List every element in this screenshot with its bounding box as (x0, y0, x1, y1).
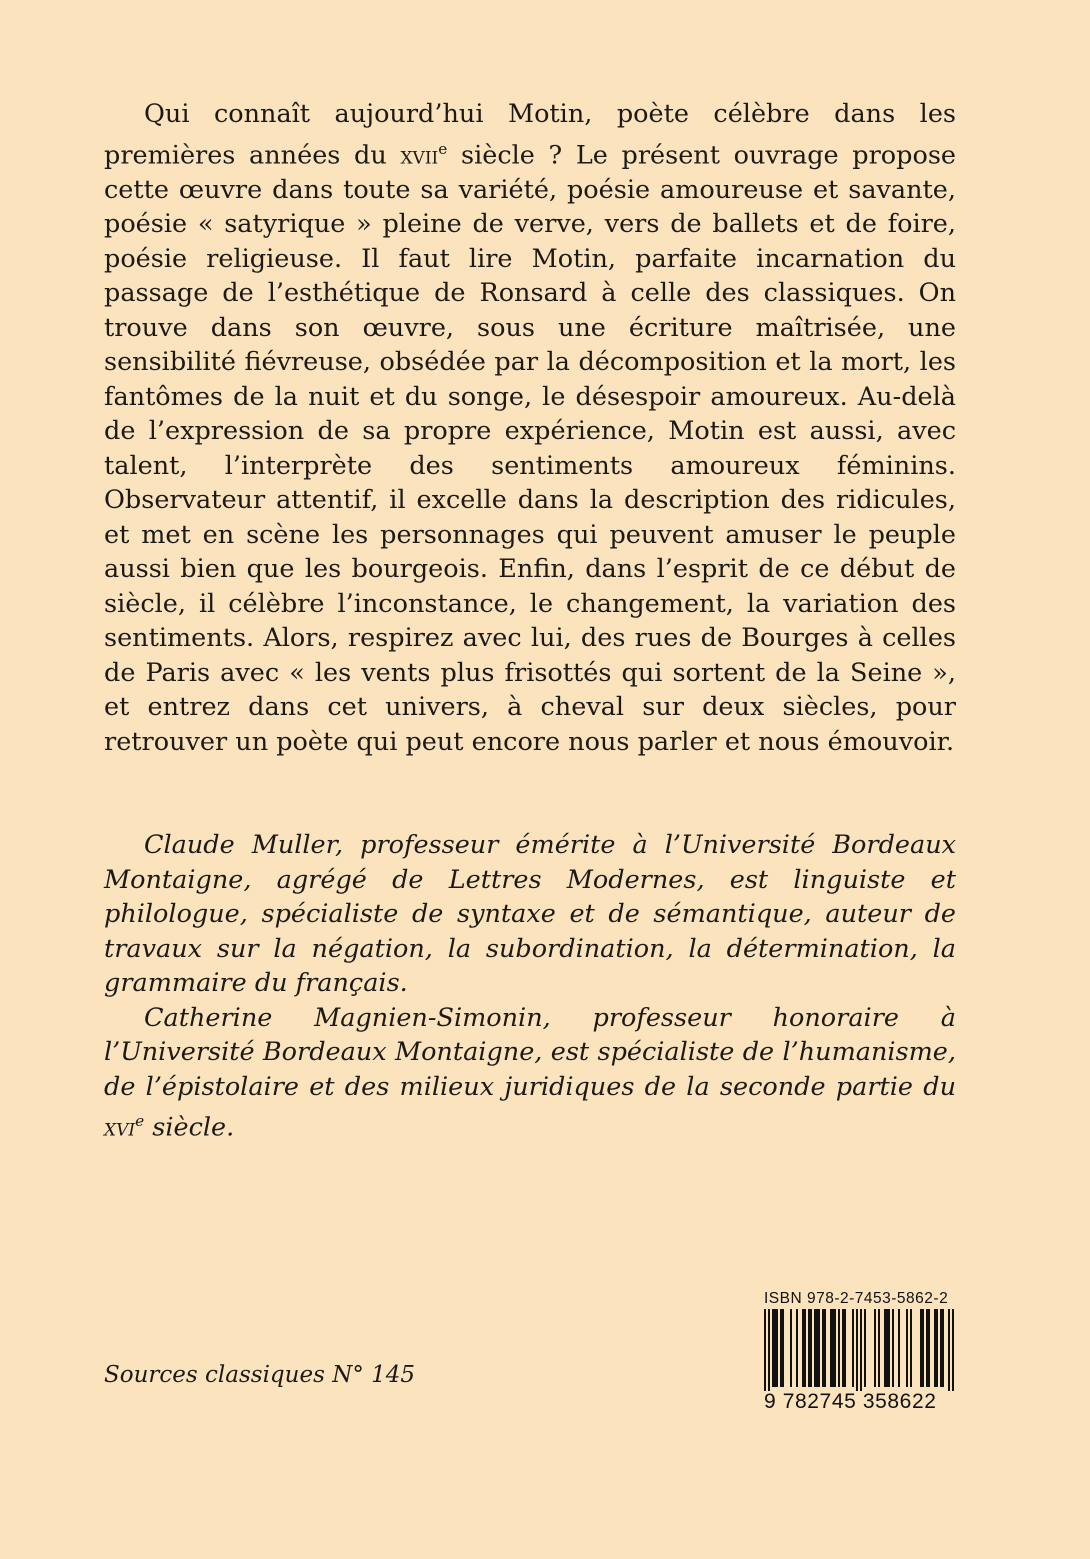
isbn-label: ISBN 978-2-7453-5862-2 (764, 1290, 949, 1307)
barcode-bar (860, 1309, 862, 1391)
barcode-bar (940, 1309, 944, 1387)
barcode-bar (822, 1309, 826, 1387)
barcode-bar (926, 1309, 930, 1387)
barcode-bar (764, 1309, 766, 1391)
author-bios (104, 828, 956, 1145)
barcode-bar (796, 1309, 798, 1387)
barcode-bar (814, 1309, 820, 1387)
century-superscript: e (438, 139, 448, 158)
barcode-bar (910, 1309, 912, 1387)
isbn-barcode (764, 1289, 954, 1413)
author-bio-magnien-simonin (104, 1001, 956, 1146)
barcode-bar (948, 1309, 950, 1391)
blurb-text-start: Qui connaît aujourd’hui Motin, poète célèbre dans les premières années du (104, 99, 956, 170)
barcode-bar (838, 1309, 840, 1387)
barcode-bar (892, 1309, 894, 1387)
ean-digits: 9 782745 358622 (764, 1390, 937, 1413)
bio-text-start: Catherine Magnien-Simonin, professeur honoraire à l’Université Bordeaux Montaigne, est spécialiste de l’humanisme, de l’épistolaire et des milieux juridiques de la seconde partie du (104, 1002, 956, 1102)
barcode-bar (842, 1309, 846, 1387)
barcode-bar (874, 1309, 876, 1387)
barcode-bar (934, 1309, 938, 1387)
barcode-bar (906, 1309, 908, 1387)
barcode-bar (780, 1309, 784, 1387)
century-numeral: xvi (104, 1113, 136, 1142)
series-label: Sources classiques N° 145 (104, 1362, 416, 1388)
barcode-bar (830, 1309, 836, 1387)
barcode-bar (856, 1309, 858, 1391)
barcode-bar (898, 1309, 900, 1387)
barcode-bar (884, 1309, 890, 1387)
barcode-bars (764, 1309, 954, 1391)
barcode-bar (920, 1309, 924, 1387)
barcode-bar (802, 1309, 806, 1387)
barcode-bar (808, 1309, 812, 1387)
barcode-bar (768, 1309, 770, 1391)
barcode-bar (952, 1309, 954, 1391)
barcode-bar (864, 1309, 866, 1387)
author-bio-muller: Claude Muller, professeur émérite à l’Université Bordeaux Montaigne, agrégé de Lettres Modernes, est linguiste et philologue, spécialiste de syntaxe et de sémantique, auteur de travaux sur la négation, la subordination, la détermination, la grammaire du français. (104, 830, 956, 998)
barcode-bar (878, 1309, 880, 1387)
century-numeral: xvii (400, 141, 439, 169)
blurb-paragraph (104, 97, 956, 759)
blurb-text-rest: siècle ? Le présent ouvrage propose cette œuvre dans toute sa variété, poésie amoureuse et savante, poésie « satyrique » pleine de verve, vers de ballets et de foire, poésie religieuse. Il faut lire Motin, parfaite incarnation du passage de l’esthétique de Ronsard à celle des classiques. On trouve dans son œuvre, sous une écriture maîtrisée, une sensibilité fiévreuse, obsédée par la décomposition et la mort, les fantômes de la nuit et du songe, le désespoir amoureux. Au-delà de l’expression de sa propre expérience, Motin est aussi, avec talent, l’interprète des sentiments amoureux féminins. Observateur attentif, il excelle dans la description des ridicules, et met en scène les personnages qui peuvent amuser le peuple aussi bien que les bourgeois. Enfin, dans l’esprit de ce début de siècle, il célèbre l’inconstance, le changement, la variation des sentiments. Alors, respirez avec lui, des rues de Bourges à celles de Paris avec « les vents plus frisottés qui sortent de la Seine », et entrez dans cet univers, à cheval sur deux siècles, pour retrouver un poète qui peut encore nous parler et nous émouvoir. (104, 140, 956, 757)
century-superscript: e (135, 1112, 145, 1130)
barcode-bar (772, 1309, 778, 1387)
barcode-bar (790, 1309, 792, 1387)
barcode-bar (852, 1309, 854, 1387)
bio-text-end: siècle. (144, 1112, 235, 1143)
